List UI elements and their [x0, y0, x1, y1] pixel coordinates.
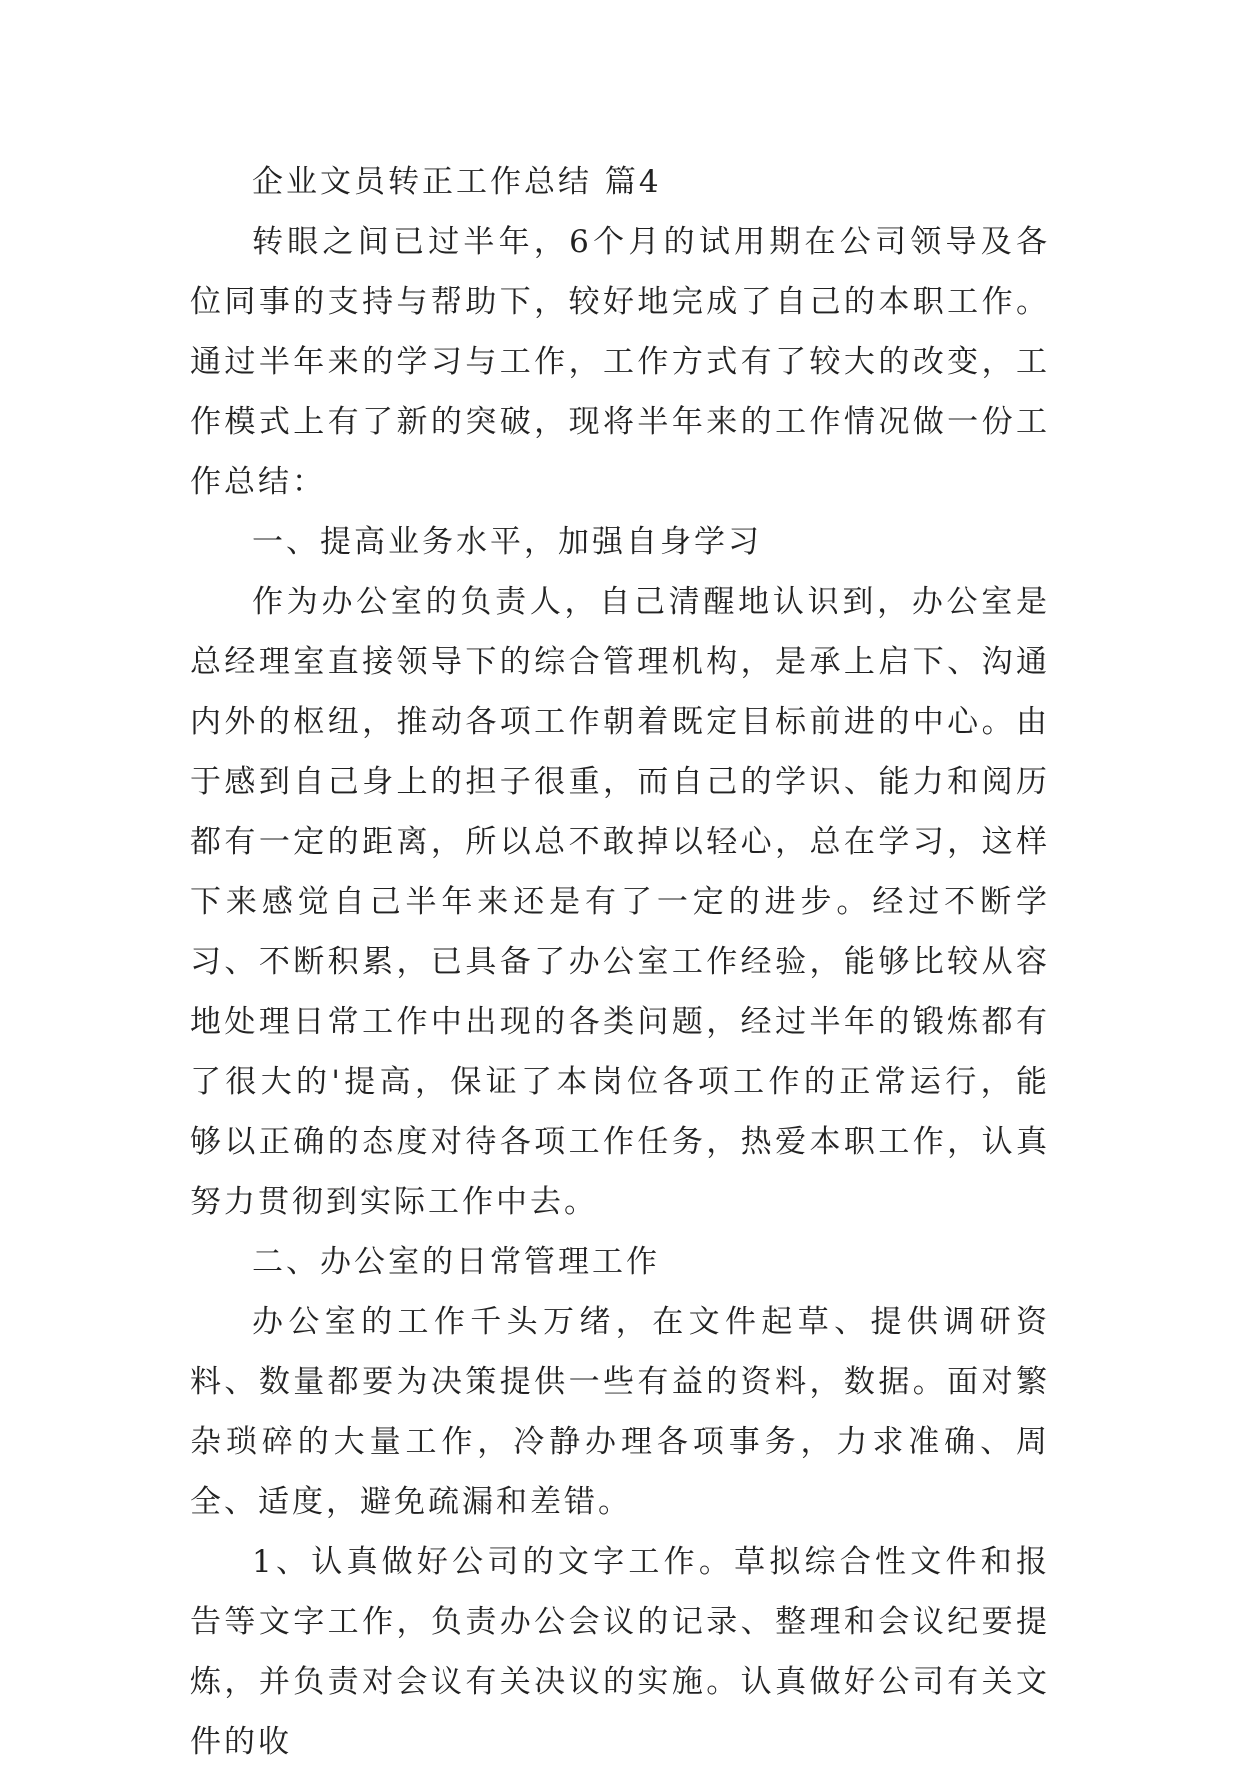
section-heading-2: 二、办公室的日常管理工作 [252, 1244, 660, 1280]
paragraph-section-2: 办公室的工作千头万绪，在文件起草、提供调研资料、数量都要为决策提供一些有益的资料，数据。面对繁杂琐碎的大量工作，冷静办理各项事务，力求准确、周全、适度，避免疏漏和差错。 [190, 1304, 1050, 1520]
paragraph-intro: 转眼之间已过半年，6个月的试用期在公司领导及各位同事的支持与帮助下，较好地完成了自己的本职工作。通过半年来的学习与工作，工作方式有了较大的改变，工作模式上有了新的突破，现将半年来的工作情况做一份工作总结： [190, 224, 1050, 500]
document-page [190, 152, 1050, 1772]
section-heading-1: 一、提高业务水平，加强自身学习 [252, 524, 762, 560]
document-title: 企业文员转正工作总结 篇4 [252, 164, 662, 200]
paragraph-section-1: 作为办公室的负责人，自己清醒地认识到，办公室是总经理室直接领导下的综合管理机构，是承上启下、沟通内外的枢纽，推动各项工作朝着既定目标前进的中心。由于感到自己身上的担子很重，而自己的学识、能力和阅历都有一定的距离，所以总不敢掉以轻心，总在学习，这样下来感觉自己半年来还是有了一定的进步。经过不断学习、不断积累，已具备了办公室工作经验，能够比较从容地处理日常工作中出现的各类问题，经过半年的锻炼都有了很大的'提高，保证了本岗位各项工作的正常运行，能够以正确的态度对待各项工作任务，热爱本职工作，认真努力贯彻到实际工作中去。 [190, 584, 1050, 1220]
paragraph-item-1: 1、认真做好公司的文字工作。草拟综合性文件和报告等文字工作，负责办公会议的记录、整理和会议纪要提炼，并负责对会议有关决议的实施。认真做好公司有关文件的收 [190, 1544, 1050, 1760]
